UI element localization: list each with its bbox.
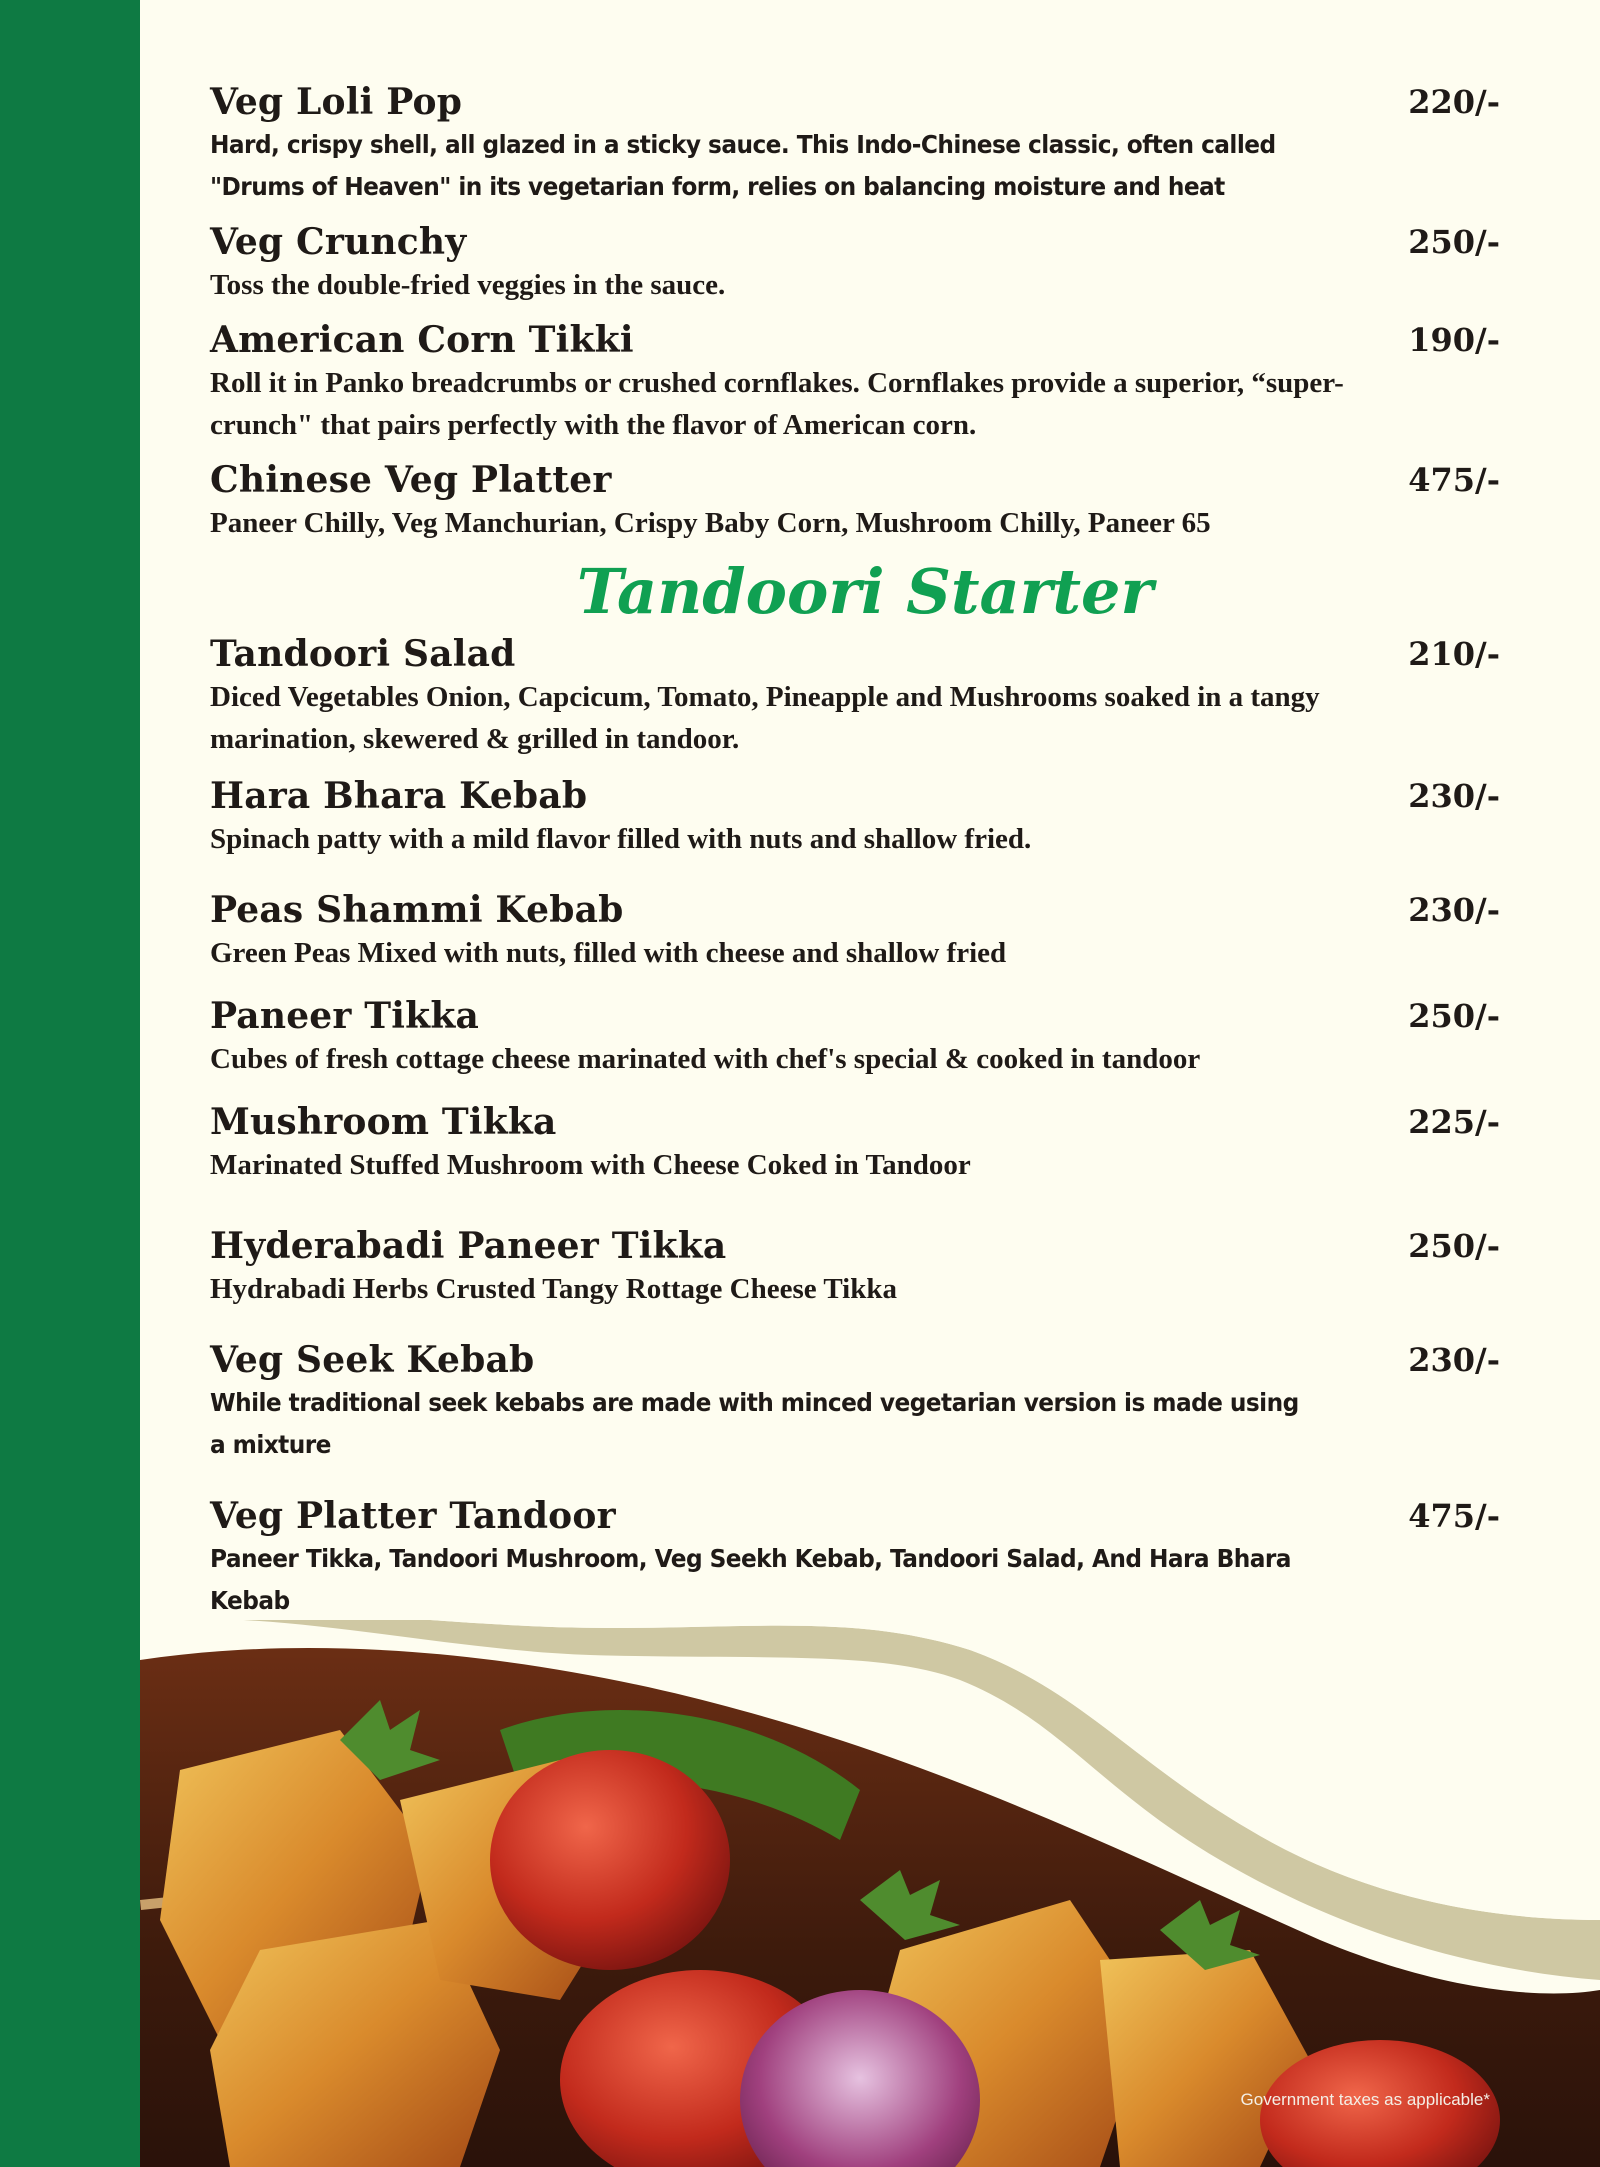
menu-item [210, 632, 1510, 760]
item-price: 230/- [1408, 891, 1500, 929]
item-description: Cubes of fresh cottage cheese marinated with chef's special & cooked in tandoor [210, 1043, 1201, 1075]
section-title: Tandoori Starter [576, 555, 1154, 628]
item-price: 220/- [1408, 83, 1500, 121]
menu-item [210, 1338, 1510, 1466]
menu-item [210, 994, 1510, 1080]
item-description: Paneer Tikka, Tandoori Mushroom, Veg Seekh Kebab, Tandoori Salad, And Hara Bhara Kebab [210, 1544, 1291, 1615]
menu-content [210, 80, 1510, 1622]
item-description: Hydrabadi Herbs Crusted Tangy Rottage Cheese Tikka [210, 1273, 897, 1305]
item-name: Mushroom Tikka [210, 1101, 557, 1143]
item-name: Veg Platter Tandoor [210, 1495, 616, 1537]
item-price: 250/- [1408, 1227, 1500, 1265]
item-name: American Corn Tikki [210, 319, 634, 361]
item-description: Toss the double-fried veggies in the sauce. [210, 269, 726, 301]
item-price: 230/- [1408, 777, 1500, 815]
item-price: 225/- [1408, 1103, 1500, 1141]
item-description: Roll it in Panko breadcrumbs or crushed cornflakes. Cornflakes provide a superior, “super-crunch" that pairs perfectly with the flavor of American corn. [210, 367, 1344, 441]
item-description: While traditional seek kebabs are made with minced vegetarian version is made using a mixture [210, 1388, 1299, 1459]
side-color-bar [0, 0, 140, 2167]
item-name: Veg Loli Pop [210, 81, 463, 123]
item-name: Peas Shammi Kebab [210, 889, 624, 931]
item-description: Diced Vegetables Onion, Capcicum, Tomato, Pineapple and Mushrooms soaked in a tangy marination, skewered & grilled in tandoor. [210, 681, 1320, 755]
item-price: 250/- [1408, 997, 1500, 1035]
item-price: 475/- [1408, 461, 1500, 499]
item-name: Veg Seek Kebab [210, 1339, 535, 1381]
item-price: 475/- [1408, 1497, 1500, 1535]
item-name: Hara Bhara Kebab [210, 775, 588, 817]
menu-item [210, 1224, 1510, 1310]
menu-item [210, 1100, 1510, 1186]
item-name: Tandoori Salad [210, 633, 516, 675]
tax-note: Government taxes as applicable* [1240, 2090, 1490, 2109]
menu-item [210, 774, 1510, 860]
menu-item [210, 888, 1510, 974]
item-description: Hard, crispy shell, all glazed in a sticky sauce. This Indo-Chinese classic, often called "Drums of Heaven" in its vegetarian form, relies on balancing moisture and heat [210, 130, 1276, 201]
item-price: 210/- [1408, 635, 1500, 673]
item-price: 190/- [1408, 321, 1500, 359]
item-name: Veg Crunchy [210, 221, 467, 263]
item-price: 250/- [1408, 223, 1500, 261]
item-name: Paneer Tikka [210, 995, 479, 1037]
menu-item [210, 1494, 1510, 1622]
item-description: Paneer Chilly, Veg Manchurian, Crispy Baby Corn, Mushroom Chilly, Paneer 65 [210, 507, 1211, 539]
item-name: Hyderabadi Paneer Tikka [210, 1225, 727, 1267]
food-photo-tandoori-skewers [140, 1620, 1600, 2167]
item-name: Chinese Veg Platter [210, 459, 612, 501]
item-description: Marinated Stuffed Mushroom with Cheese Coked in Tandoor [210, 1149, 971, 1181]
menu-item [210, 318, 1510, 446]
menu-item [210, 220, 1510, 306]
item-description: Spinach patty with a mild flavor filled with nuts and shallow fried. [210, 823, 1032, 855]
menu-item [210, 80, 1510, 208]
item-price: 230/- [1408, 1341, 1500, 1379]
item-description: Green Peas Mixed with nuts, filled with cheese and shallow fried [210, 937, 1007, 969]
menu-item [210, 458, 1510, 544]
